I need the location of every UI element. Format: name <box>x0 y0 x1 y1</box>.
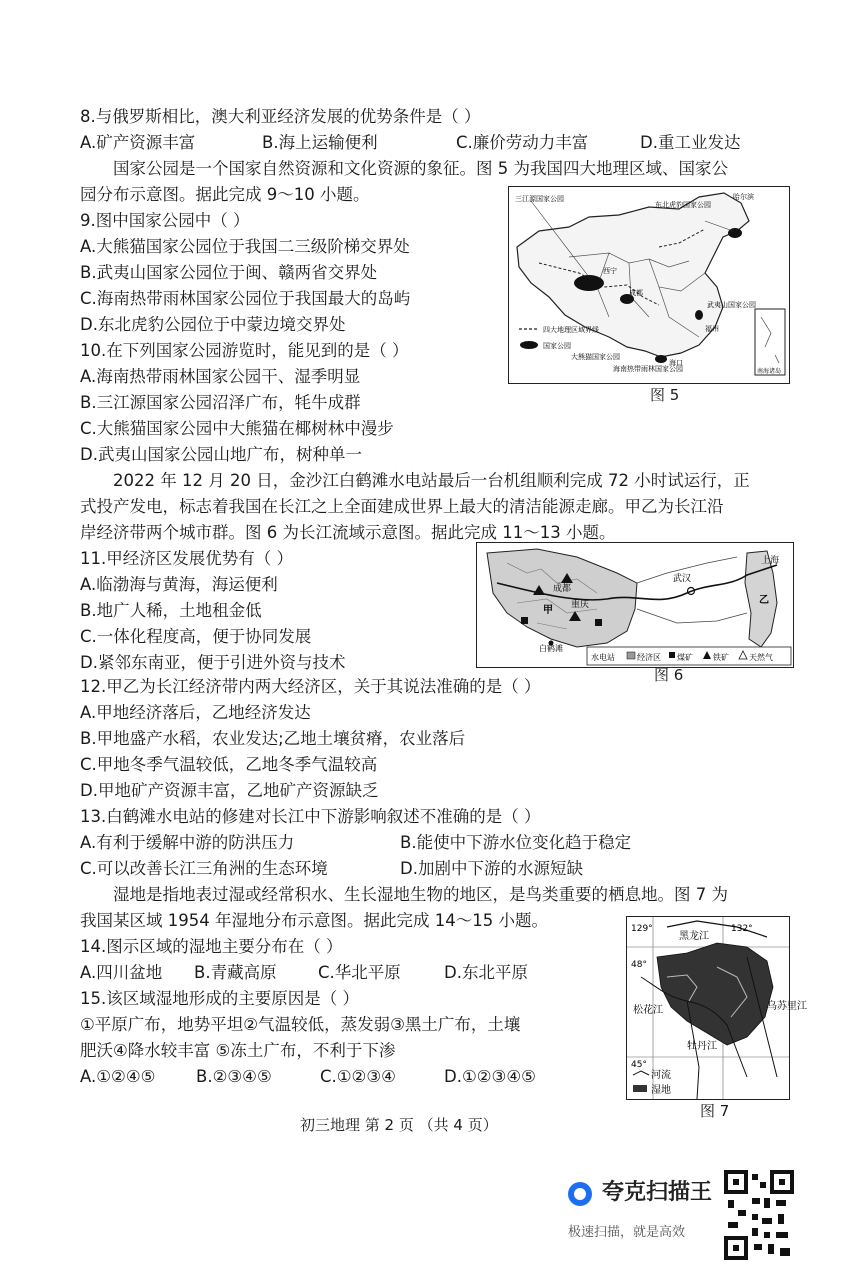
label-songhua: 松花江 <box>633 1005 663 1016</box>
intro-9-10-line2: 园分布示意图。据此完成 9～10 小题。 <box>80 185 370 204</box>
q15-option-d: D.①②③④⑤ <box>444 1067 536 1086</box>
figure-6-map <box>476 542 794 668</box>
q12-stem: 12.甲乙为长江经济带内两大经济区，关于其说法准确的是（ ） <box>80 677 541 696</box>
figure-5-caption: 图 5 <box>650 386 680 404</box>
qr-code-icon <box>724 1170 794 1260</box>
label-yi: 乙 <box>759 595 769 606</box>
q12-option-d: D.甲地矿产资源丰富，乙地矿产资源缺乏 <box>80 781 379 800</box>
q14-option-a: A.四川盆地 <box>80 963 163 982</box>
q9-option-d: D.东北虎豹公园位于中蒙边境交界处 <box>80 315 346 334</box>
q15-statements-line1: ①平原广布，地势平坦②气温较低，蒸发弱③黑土广布，土壤 <box>80 1015 521 1034</box>
legend-wetland: 湿地 <box>651 1085 671 1096</box>
q9-option-b: B.武夷山国家公园位于闽、赣两省交界处 <box>80 263 378 282</box>
q13-stem: 13.白鹤滩水电站的修建对长江中下游影响叙述不准确的是（ ） <box>80 807 541 826</box>
q8-option-b: B.海上运输便利 <box>262 133 378 152</box>
label-jia: 甲 <box>543 605 553 616</box>
china-map-drawing <box>509 187 789 383</box>
intro-11-13-line1: 2022 年 12 月 20 日，金沙江白鹤滩水电站最后一台机组顺利完成 72 小时试运行，正 <box>113 471 750 490</box>
label-xining: 西宁 <box>603 267 617 275</box>
q14-option-c: C.华北平原 <box>318 963 401 982</box>
label-hainan: 海南热带雨林国家公园 <box>613 365 683 373</box>
q8-stem: 8.与俄罗斯相比，澳大利亚经济发展的优势条件是（ ） <box>80 107 481 126</box>
legend-hydropower: 水电站 <box>591 653 615 662</box>
intro-11-13-line2: 式投产发电，标志着我国在长江之上全面建成世界上最大的清洁能源走廊。甲乙为长江沿 <box>80 497 724 516</box>
q12-option-c: C.甲地冬季气温较低，乙地冬季气温较高 <box>80 755 378 774</box>
label-lat45: 45° <box>631 1060 647 1070</box>
q11-option-c: C.一体化程度高，便于协同发展 <box>80 627 312 646</box>
legend-gas: 天然气 <box>749 653 773 662</box>
q9-option-c: C.海南热带雨林国家公园位于我国最大的岛屿 <box>80 289 411 308</box>
q11-option-d: D.紧邻东南亚，便于引进外资与技术 <box>80 653 346 672</box>
scanner-logo-icon <box>568 1182 592 1206</box>
label-haerbin: 哈尔滨 <box>733 193 754 201</box>
q10-option-a: A.海南热带雨林国家公园干、湿季明显 <box>80 367 361 386</box>
label-heilong: 黑龙江 <box>679 931 709 942</box>
figure-7-map <box>626 916 807 1100</box>
label-chengdu: 成都 <box>553 584 572 594</box>
q15-option-b: B.②③④⑤ <box>196 1067 272 1086</box>
label-haikou: 海口 <box>669 359 683 367</box>
figure-6-caption: 图 6 <box>654 666 684 684</box>
legend-boundary: 四大地理区域界线 <box>543 326 599 334</box>
q12-option-a: A.甲地经济落后，乙地经济发达 <box>80 703 311 722</box>
page-footer: 初三地理 第 2 页 （共 4 页） <box>300 1116 498 1134</box>
label-sanjiangyuan: 三江源国家公园 <box>515 195 564 203</box>
q11-option-a: A.临渤海与黄海，海运便利 <box>80 575 278 594</box>
q8-option-d: D.重工业发达 <box>640 133 741 152</box>
wetland-map-drawing <box>627 917 807 1099</box>
q13-option-b: B.能使中下游水位变化趋于稳定 <box>400 833 632 852</box>
intro-14-15-line2: 我国某区域 1954 年湿地分布示意图。据此完成 14～15 小题。 <box>80 911 548 930</box>
q8-option-c: C.廉价劳动力丰富 <box>456 133 589 152</box>
label-nanhai: 南海诸岛 <box>757 368 782 375</box>
q15-statements-line2: 肥沃④降水较丰富 ⑤冻土广布，不利于下渗 <box>80 1041 396 1060</box>
q13-option-c: C.可以改善长江三角洲的生态环境 <box>80 859 328 878</box>
q10-stem: 10.在下列国家公园游览时，能见到的是（ ） <box>80 341 409 360</box>
label-chengdu: 成都 <box>629 289 643 297</box>
legend-park: 国家公园 <box>543 342 571 350</box>
q11-option-b: B.地广人稀，土地租金低 <box>80 601 262 620</box>
q15-stem: 15.该区域湿地形成的主要原因是（ ） <box>80 989 359 1008</box>
intro-11-13-line3: 岸经济带两个城市群。图 6 为长江流域示意图。据此完成 11～13 小题。 <box>80 523 616 542</box>
q12-option-b: B.甲地盛产水稻，农业发达;乙地土壤贫瘠，农业落后 <box>80 729 466 748</box>
q10-option-d: D.武夷山国家公园山地广布，树种单一 <box>80 445 362 464</box>
label-mudan: 牡丹江 <box>687 1041 717 1052</box>
label-shanghai: 上海 <box>761 556 780 566</box>
q10-option-c: C.大熊猫国家公园中大熊猫在椰树林中漫步 <box>80 419 394 438</box>
label-lon132: 132° <box>731 924 753 934</box>
q9-stem: 9.图中国家公园中（ ） <box>80 211 250 230</box>
yangtze-map-drawing <box>477 543 793 667</box>
legend-river: 河流 <box>651 1070 671 1081</box>
label-dongbei: 东北虎豹国家公园 <box>655 201 711 209</box>
q11-stem: 11.甲经济区发展优势有（ ） <box>80 549 293 568</box>
legend-coal: 煤矿 <box>677 653 693 662</box>
legend-economic-zone: 经济区 <box>637 653 661 662</box>
q15-option-a: A.①②④⑤ <box>80 1067 156 1086</box>
legend-iron: 铁矿 <box>713 653 729 662</box>
label-daxiongmao: 大熊猫国家公园 <box>571 353 620 361</box>
q14-stem: 14.图示区域的湿地主要分布在（ ） <box>80 937 343 956</box>
scanner-brand: 夸克扫描王 <box>602 1180 713 1205</box>
scanner-slogan: 极速扫描，就是高效 <box>568 1225 686 1240</box>
q15-option-c: C.①②③④ <box>320 1067 396 1086</box>
label-wuyishan: 武夷山国家公园 <box>707 301 756 309</box>
q8-option-a: A.矿产资源丰富 <box>80 133 196 152</box>
label-chongqing: 重庆 <box>571 600 590 610</box>
scanner-watermark <box>566 1170 802 1260</box>
label-wusuli: 乌苏里江 <box>767 1001 807 1012</box>
figure-5-map <box>508 186 790 384</box>
label-baihetan: 白鹤滩 <box>539 644 563 653</box>
label-lat48: 48° <box>631 960 647 970</box>
label-lon129: 129° <box>631 924 653 934</box>
q13-option-d: D.加剧中下游的水源短缺 <box>400 859 583 878</box>
label-wuhan: 武汉 <box>673 574 692 584</box>
q10-option-b: B.三江源国家公园沼泽广布，牦牛成群 <box>80 393 361 412</box>
label-fuzhou: 福州 <box>705 325 719 333</box>
q13-option-a: A.有利于缓解中游的防洪压力 <box>80 833 295 852</box>
figure-7-caption: 图 7 <box>700 1102 730 1120</box>
intro-9-10-line1: 国家公园是一个国家自然资源和文化资源的象征。图 5 为我国四大地理区域、国家公 <box>113 159 728 178</box>
intro-14-15-line1: 湿地是指地表过湿或经常积水、生长湿地生物的地区，是鸟类重要的栖息地。图 7 为 <box>113 885 728 904</box>
q9-option-a: A.大熊猫国家公园位于我国二三级阶梯交界处 <box>80 237 410 256</box>
q14-option-d: D.东北平原 <box>444 963 528 982</box>
q14-option-b: B.青藏高原 <box>194 963 277 982</box>
